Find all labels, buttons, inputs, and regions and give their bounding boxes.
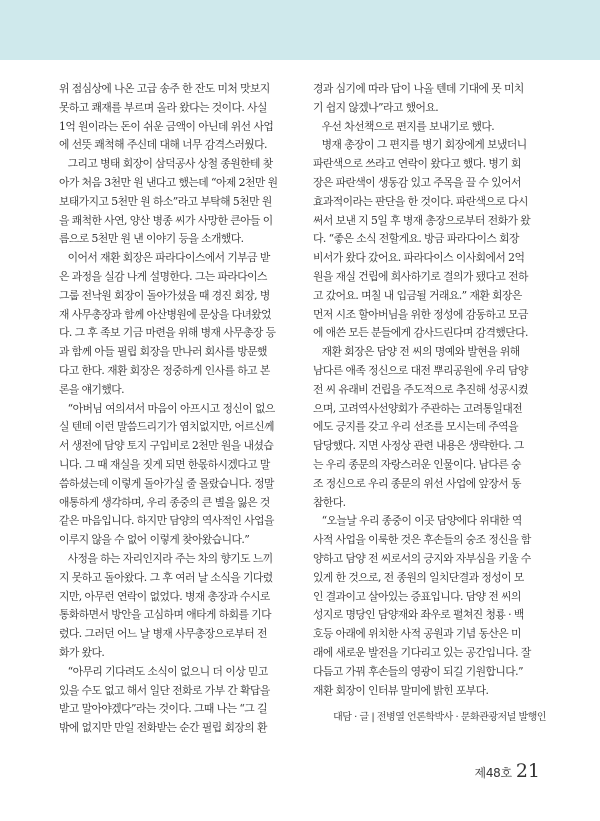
text-line: 사적 사업을 이룩한 것은 후손들의 숭조 정신을 함 — [313, 533, 531, 547]
text-line: 병재 총장이 그 편지를 병기 회장에게 보냈더니 — [321, 138, 527, 152]
text-line: 원을 재실 건립에 희사하기로 결의가 됐다고 전하 — [313, 269, 528, 283]
text-line: 지만, 아무런 연락이 없었다. 병재 총장과 수시로 — [59, 589, 270, 603]
text-line: 다. “좋은 소식 전할게요. 방금 파라다이스 회장 — [313, 232, 519, 246]
paragraph — [59, 155, 313, 249]
paragraph — [313, 512, 545, 700]
text-line: 1억 원이라는 돈이 쉬운 금액이 아닌데 위선 사업 — [59, 119, 274, 133]
text-line: 기 쉽지 않겠나”라고 했어요. — [313, 100, 439, 114]
text-line: 그리고 병태 회장이 삼덕공사 상철 종원한테 찾 — [67, 157, 273, 171]
paragraph — [59, 663, 313, 738]
text-line: 아가 처음 3천만 원 낸다고 했는데 “아제 2천만 원 — [59, 175, 278, 189]
page-folio — [475, 760, 540, 782]
paragraph — [313, 343, 545, 512]
text-line: 이루지 않을 수 없어 이렇게 찾아왔습니다.” — [59, 533, 250, 547]
paragraph — [313, 136, 545, 343]
text-line: 담당했다. 지면 사정상 관련 내용은 생략한다. 그 — [313, 439, 524, 453]
text-line: 실 텐데 이런 말씀드리기가 염치없지만, 어르신께 — [59, 420, 274, 434]
text-line: 그룹 전낙원 회장이 돌아가셨을 때 경진 회장, 병 — [59, 288, 270, 302]
text-line: 씀하셨는데 이렇게 돌아가실 줄 몰랐습니다. 정말 — [59, 476, 274, 490]
text-line: 화가 왔다. — [59, 645, 105, 659]
text-line: 은 과정을 실감 나게 설명한다. 그는 파라다이스 — [59, 269, 267, 283]
text-line: 에도 긍지를 갖고 우리 선조를 모시는데 주역을 — [313, 420, 519, 434]
text-line: 경과 심기에 따라 답이 나올 텐데 기대에 못 미치 — [313, 82, 524, 95]
text-line: 인 결과이고 살아있는 증표입니다. 담양 전 씨의 — [313, 589, 521, 603]
text-line: 우선 차선책으로 편지를 보내기로 했다. — [321, 119, 495, 133]
text-line: 사정을 하는 자리인지라 주는 차의 향기도 느끼 — [67, 551, 273, 565]
text-line: 과 함께 아들 필립 회장을 만나러 회사를 방문했 — [59, 345, 267, 359]
text-line: 지 못하고 돌아왔다. 그 후 여러 날 소식을 기다렸 — [59, 570, 273, 584]
text-line: 재 사무총장과 함께 아산병원에 문상을 다녀왔었 — [59, 307, 272, 321]
article-column-right — [313, 80, 545, 700]
text-line: 성지로 명당인 담양재와 좌우로 펼쳐진 청룡 · 백 — [313, 608, 524, 622]
text-line: 조 정신으로 우리 종문의 위선 사업에 앞장서 동 — [313, 476, 521, 490]
text-line: 재환 회장이 인터뷰 말미에 밝힌 포부다. — [313, 683, 489, 697]
article-column-left — [59, 80, 313, 738]
text-line: 남다른 애족 정신으로 대전 뿌리공원에 우리 담양 — [313, 363, 528, 377]
text-line: “오늘날 우리 종중이 이곳 담양에다 위대한 역 — [321, 514, 522, 528]
paragraph — [59, 550, 313, 663]
paragraph — [313, 118, 545, 137]
text-line: 못하고 쾌재를 부르며 올라 왔다는 것이다. 사실 — [59, 100, 267, 114]
text-line: 름으로 5천만 원 낸 이야기 등을 소개했다. — [59, 232, 244, 246]
text-line: 고 갔어요. 며칠 내 입금될 거래요.” 재환 회장은 — [313, 288, 522, 302]
text-line: 다고 한다. 재환 회장은 정중하게 인사를 하고 본 — [59, 363, 270, 377]
text-line: 파란색으로 쓰라고 연락이 왔다고 했다. 병기 회 — [313, 157, 521, 171]
text-line: 렸다. 그러던 어느 날 병재 사무총장으로부터 전 — [59, 627, 267, 641]
text-line: 양하고 담양 전 씨로서의 긍지와 자부심을 키울 수 — [313, 551, 531, 565]
paragraph — [313, 80, 545, 118]
text-line: 으며, 고려역사선양회가 주관하는 고려통일대전 — [313, 401, 523, 415]
text-line: 먼저 시조 할아버님을 위한 정성에 감동하고 모금 — [313, 307, 528, 321]
text-line: 다듬고 가꿔 후손들의 영광이 되길 기원합니다.” — [313, 664, 523, 678]
text-line: 받고 말아야겠다”라는 것이다. 그때 나는 “그 길 — [59, 702, 267, 716]
paragraph — [59, 80, 313, 155]
text-line: 참한다. — [313, 495, 346, 509]
text-line: 이어서 재환 회장은 파라다이스에서 기부금 받 — [67, 251, 270, 265]
text-line: 같은 마음입니다. 하지만 담양의 역사적인 사업을 — [59, 514, 274, 528]
text-line: 통화하면서 방안을 고심하며 애타게 하회를 기다 — [59, 608, 272, 622]
text-line: 에 애쓴 모든 분들에게 감사드린다며 감격했단다. — [313, 326, 528, 340]
text-line: 있게 한 것으로, 전 종원의 일치단결과 정성이 모 — [313, 570, 524, 584]
issue-number: 제48호 — [474, 766, 512, 780]
text-line: 효과적이라는 판단을 한 것이다. 파란색으로 다시 — [313, 194, 528, 208]
text-line: 에 선뜻 쾌척해 주신데 대해 너무 감격스러웠다. — [59, 138, 267, 152]
text-line: 보태가지고 5천만 원 하소”라고 부탁해 5천만 원 — [59, 194, 272, 208]
page-number: 21 — [515, 760, 540, 782]
text-line: 있을 수도 없고 해서 일단 전화로 가부 간 확답을 — [59, 683, 270, 697]
paragraph — [59, 400, 313, 550]
text-line: 장은 파란색이 생동감 있고 주목을 끌 수 있어서 — [313, 175, 521, 189]
text-line: “아무리 기다려도 소식이 없으니 더 이상 믿고 — [67, 664, 268, 678]
text-line: 밖에 없지만 만일 전화받는 순간 필립 회장의 환 — [59, 721, 267, 735]
text-line: 위 점심상에 나온 고급 송주 한 잔도 미처 맛보지 — [59, 82, 270, 95]
text-line: 비서가 왔다 갔어요. 파라다이스 이사회에서 2억 — [313, 251, 525, 265]
text-line: 재환 회장은 담양 전 씨의 명예와 발현을 위해 — [321, 345, 520, 359]
author-credit: 대담 · 글 | 전병열 언론학박사 · 문화관광저널 발행인 — [333, 712, 546, 723]
header-color-band — [0, 0, 600, 60]
text-line: 론을 얘기했다. — [59, 382, 125, 396]
text-line: 애통하게 생각하며, 우리 종중의 큰 별을 잃은 것 — [59, 495, 270, 509]
text-line: 호등 아래에 위치한 사적 공원과 기념 동산은 미 — [313, 627, 521, 641]
text-line: 래에 새로운 발전을 기다리고 있는 공간입니다. 잘 — [313, 645, 531, 659]
text-line: 니다. 그 때 재실을 짓게 되면 한몫하시겠다고 말 — [59, 457, 270, 471]
text-line: 써서 보낸 지 5일 후 병재 총장으로부터 전화가 왔 — [313, 213, 531, 227]
text-line: 서 생전에 담양 토지 구입비로 2천만 원을 내셨습 — [59, 439, 274, 453]
text-line: 다. 그 후 족보 기금 마련을 위해 병재 사무총장 등 — [59, 326, 276, 340]
text-line: 는 우리 종문의 자랑스러운 인물이다. 남다른 숭 — [313, 457, 521, 471]
text-line: 을 쾌척한 사연, 양산 병종 씨가 사망한 큰아들 이 — [59, 213, 273, 227]
text-line: 전 씨 유래비 건립을 주도적으로 추진해 성공시켰 — [313, 382, 528, 396]
text-line: “아버님 여의셔서 마음이 아프시고 정신이 없으 — [67, 401, 275, 415]
paragraph — [59, 249, 313, 399]
